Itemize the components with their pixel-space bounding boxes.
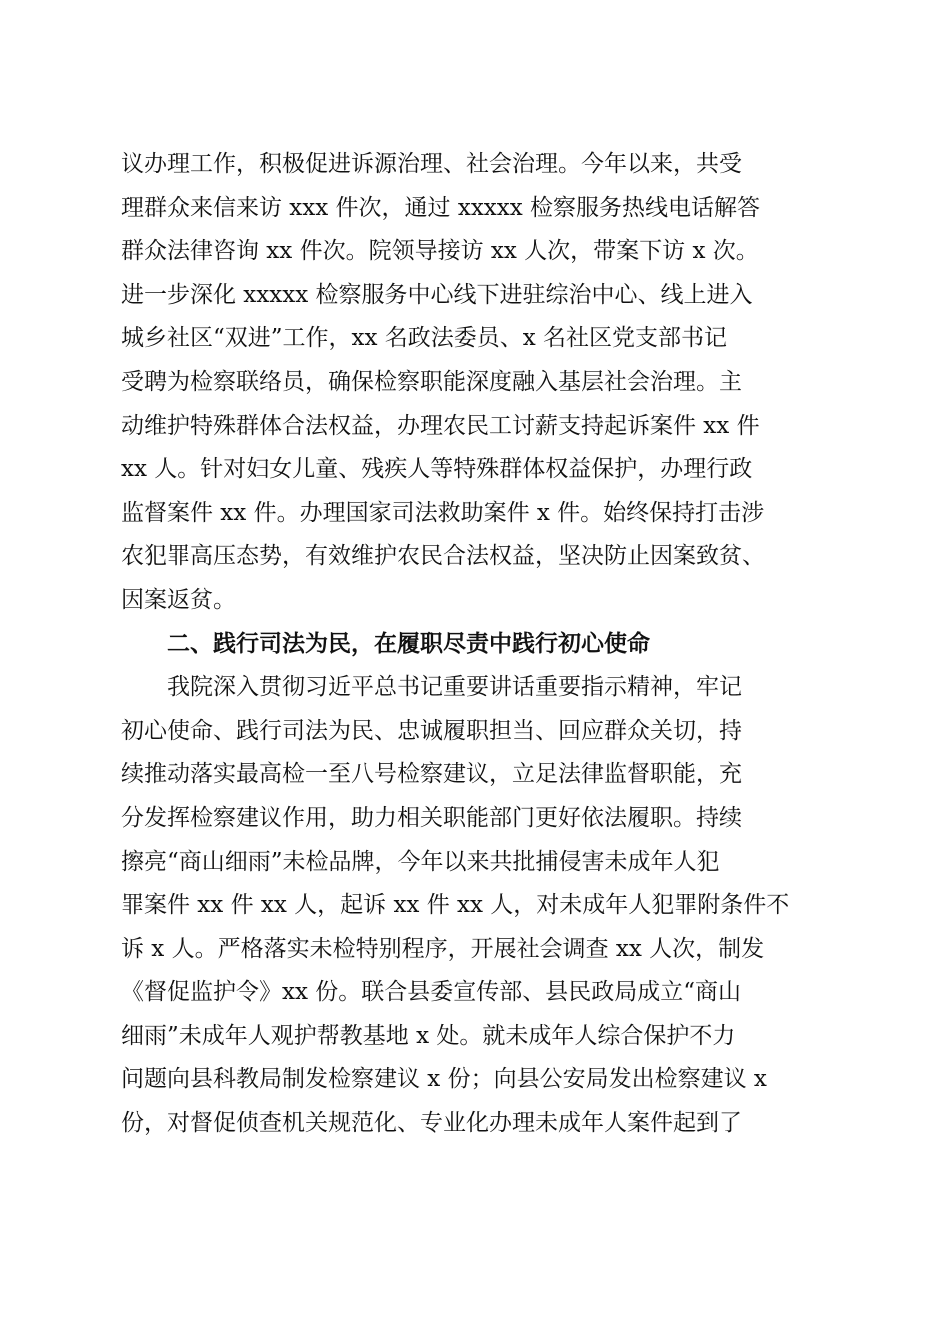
paragraph-line: 诉 x 人。严格落实未检特别程序，开展社会调查 xx 人次，制发 — [121, 935, 765, 962]
paragraph-line: 份，对督促侦查机关规范化、专业化办理未成年人案件起到了 — [121, 1110, 742, 1137]
paragraph-line: 《督促监护令》xx 份。联合县委宣传部、县民政局成立“商山 — [121, 979, 742, 1006]
paragraph-line: 议办理工作，积极促进诉源治理、社会治理。今年以来，共受 — [121, 151, 742, 177]
paragraph-line: 因案返贫。 — [121, 586, 236, 613]
paragraph-line: 受聘为检察联络员，确保检察职能深度融入基层社会治理。主 — [121, 368, 742, 395]
paragraph-line: xx 人。针对妇女儿童、残疾人等特殊群体权益保护，办理行政 — [121, 456, 753, 483]
paragraph-line: 我院深入贯彻习近平总书记重要讲话重要指示精神，牢记 — [167, 674, 742, 701]
paragraph-line: 动维护特殊群体合法权益，办理农民工讨薪支持起诉案件 xx 件 — [121, 412, 760, 439]
paragraph-line: 城乡社区“双进”工作，xx 名政法委员、x 名社区党支部书记 — [121, 325, 728, 352]
paragraph-line: 群众法律咨询 xx 件次。院领导接访 xx 人次，带案下访 x 次。 — [121, 238, 759, 265]
paragraph-line: 监督案件 xx 件。办理国家司法救助案件 x 件。始终保持打击涉 — [121, 499, 765, 526]
paragraph-line: 农犯罪高压态势，有效维护农民合法权益，坚决防止因案致贫、 — [121, 543, 765, 570]
paragraph-line: 问题向县科教局制发检察建议 x 份；向县公安局发出检察建议 x — [121, 1066, 767, 1093]
paragraph-line: 初心使命、践行司法为民、忠诚履职担当、回应群众关切，持 — [121, 717, 742, 744]
section-heading: 二、践行司法为民，在履职尽责中践行初心使命 — [167, 630, 650, 657]
paragraph-line: 理群众来信来访 xxx 件次，通过 xxxxx 检察服务热线电话解答 — [121, 194, 761, 221]
paragraph-line: 续推动落实最高检一至八号检察建议，立足法律监督职能，充 — [121, 761, 742, 788]
paragraph-line: 细雨”未成年人观护帮教基地 x 处。就未成年人综合保护不力 — [121, 1022, 736, 1049]
paragraph-line: 进一步深化 xxxxx 检察服务中心线下进驻综治中心、线上进入 — [121, 281, 753, 308]
paragraph-line: 擦亮“商山细雨”未检品牌，今年以来共批捕侵害未成年人犯 — [121, 848, 720, 875]
paragraph-line: 分发挥检察建议作用，助力相关职能部门更好依法履职。持续 — [121, 804, 742, 831]
paragraph-line: 罪案件 xx 件 xx 人，起诉 xx 件 xx 人，对未成年人犯罪附条件不 — [121, 892, 790, 919]
document-body — [121, 143, 831, 1146]
